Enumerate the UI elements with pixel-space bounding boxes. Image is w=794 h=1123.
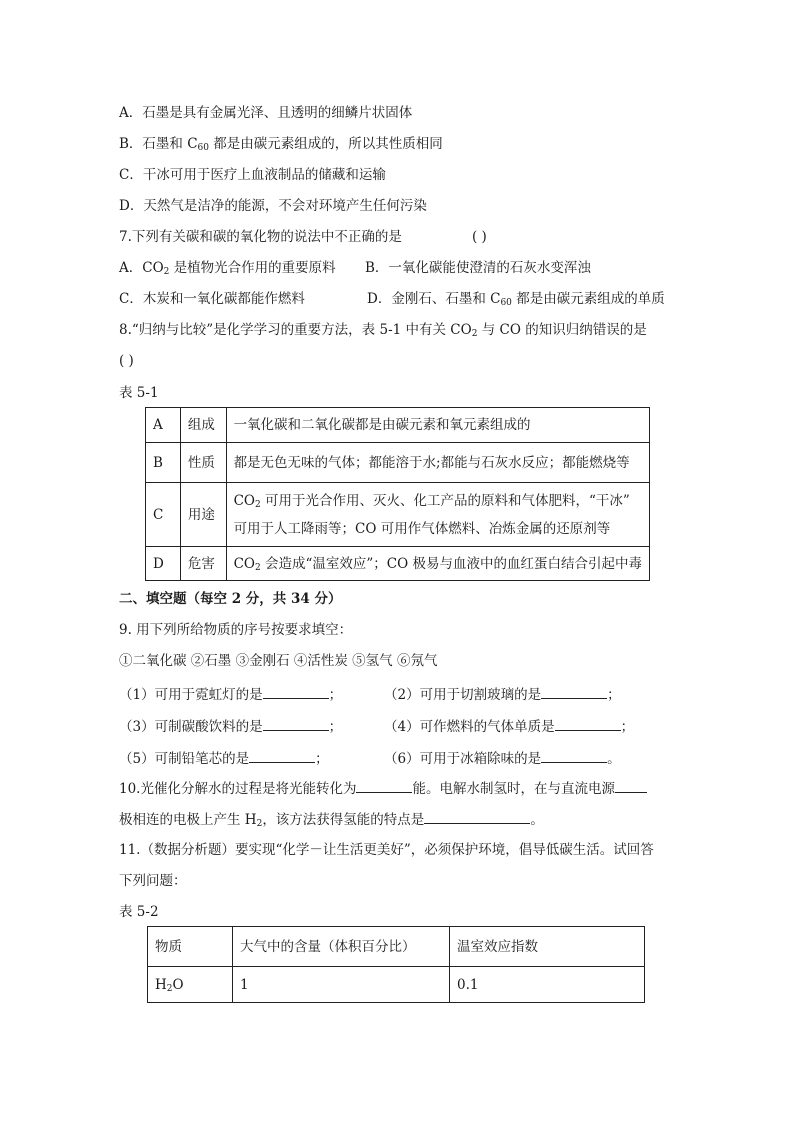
q9-item-4: （4）可作燃料的气体单质是 ； bbox=[384, 716, 634, 736]
row-label: 性质 bbox=[180, 443, 226, 483]
q7-option-a: A．$CO_2$ 是植物光合作用的重要原料 bbox=[119, 260, 336, 277]
answer-blank[interactable] bbox=[424, 809, 530, 824]
answer-blank[interactable] bbox=[541, 748, 607, 763]
q9-item-3: （3）可制碳酸饮料的是 ； bbox=[119, 716, 342, 736]
q6-option-a: A．石墨是具有金属光泽、且透明的细鳞片状固体 bbox=[119, 105, 413, 121]
answer-blank[interactable] bbox=[541, 684, 607, 699]
q8-answer-paren: ( ) bbox=[119, 353, 134, 369]
table-row bbox=[146, 483, 650, 547]
row-letter: D bbox=[146, 547, 181, 581]
row-label: 危害 bbox=[180, 547, 226, 581]
q11-line-2: 下列问题： bbox=[119, 873, 187, 889]
row-content: 一氧化碳和二氧化碳都是由碳元素和氧元素组成的 bbox=[226, 408, 649, 443]
q11-line-1: 11.（数据分析题）要实现“化学－让生活更美好”，必须保护环境，倡导低碳生活。试回答 bbox=[119, 842, 654, 858]
header-cell: 物质 bbox=[148, 927, 233, 967]
header-cell: 大气中的含量（体积百分比） bbox=[233, 927, 450, 967]
answer-blank[interactable] bbox=[249, 748, 315, 763]
cell-content: 1 bbox=[233, 967, 450, 1003]
row-content: $CO_2$ 会造成“温室效应”；CO 极易与血液中的血红蛋白结合引起中毒 bbox=[226, 547, 649, 581]
table-header-row bbox=[148, 927, 645, 967]
table2-caption: 表 5-2 bbox=[119, 904, 159, 920]
row-letter: C bbox=[146, 483, 181, 547]
answer-blank[interactable] bbox=[263, 716, 329, 731]
header-cell: 温室效应指数 bbox=[450, 927, 645, 967]
q6-option-d: D．天然气是洁净的能源，不会对环境产生任何污染 bbox=[119, 198, 427, 214]
row-content: 都是无色无味的气体；都能溶于水;都能与石灰水反应；都能燃烧等 bbox=[226, 443, 649, 483]
q8-stem: 8.“归纳与比较”是化学学习的重要方法，表 5-1 中有关 $CO_2$ 与 CO 的知识归纳错误的是 bbox=[119, 322, 647, 339]
q9-materials: ①二氧化碳 ②石墨 ③金刚石 ④活性炭 ⑤氢气 ⑥氖气 bbox=[119, 653, 438, 669]
table-5-1 bbox=[145, 407, 650, 581]
q10-line-1: 10.光催化分解水的过程是将光能转化为 能。电解水制氢时，在与直流电源 bbox=[119, 778, 647, 798]
row-letter: B bbox=[146, 443, 181, 483]
row-content: $CO_2$ 可用于光合作用、灭火、化工产品的原料和气体肥料，“干冰” 可用于人工降雨等；CO 可用作气体燃料、冶炼金属的还原剂等 bbox=[226, 483, 649, 547]
cell-index: 0.1 bbox=[450, 967, 645, 1003]
section-title: 二、填空题（每空 2 分，共 34 分） bbox=[119, 591, 342, 607]
row-letter: A bbox=[146, 408, 181, 443]
answer-blank[interactable] bbox=[356, 778, 412, 793]
table-row bbox=[146, 408, 650, 443]
q9-stem: 9. 用下列所给物质的序号按要求填空： bbox=[119, 622, 353, 638]
table-5-2 bbox=[147, 926, 645, 1003]
table-row bbox=[146, 443, 650, 483]
answer-blank[interactable] bbox=[263, 684, 329, 699]
row-label: 组成 bbox=[180, 408, 226, 443]
answer-blank[interactable] bbox=[555, 716, 621, 731]
q10-line-2: 极相连的电极上产生 $H_2$，该方法获得氢能的特点是 。 bbox=[119, 809, 544, 829]
q9-item-1: （1）可用于霓虹灯的是 ； bbox=[119, 684, 342, 704]
q6-option-b: B．石墨和 $C_{60}$ 都是由碳元素组成的，所以其性质相同 bbox=[119, 136, 443, 153]
q7-answer-paren: ( ) bbox=[472, 229, 487, 245]
cell-substance: $H_2O$ bbox=[148, 967, 233, 1003]
q9-item-5: （5）可制铅笔芯的是 ； bbox=[119, 748, 329, 768]
row-label: 用途 bbox=[180, 483, 226, 547]
q7-option-b: B．一氧化碳能使澄清的石灰水变浑浊 bbox=[365, 260, 591, 276]
table1-caption: 表 5-1 bbox=[119, 385, 159, 401]
q9-item-2: （2）可用于切割玻璃的是 ； bbox=[384, 684, 621, 704]
table-row bbox=[148, 967, 645, 1003]
q6-option-c: C．干冰可用于医疗上血液制品的储藏和运输 bbox=[119, 167, 386, 183]
table-row bbox=[146, 547, 650, 581]
q7-stem: 7.下列有关碳和碳的氧化物的说法中不正确的是 bbox=[119, 229, 402, 245]
answer-blank[interactable] bbox=[615, 778, 647, 793]
q7-option-c: C．木炭和一氧化碳都能作燃料 bbox=[119, 291, 305, 307]
q7-option-d: D．金刚石、石墨和 $C_{60}$ 都是由碳元素组成的单质 bbox=[367, 291, 665, 308]
q9-item-6: （6）可用于冰箱除味的是 。 bbox=[384, 748, 621, 768]
